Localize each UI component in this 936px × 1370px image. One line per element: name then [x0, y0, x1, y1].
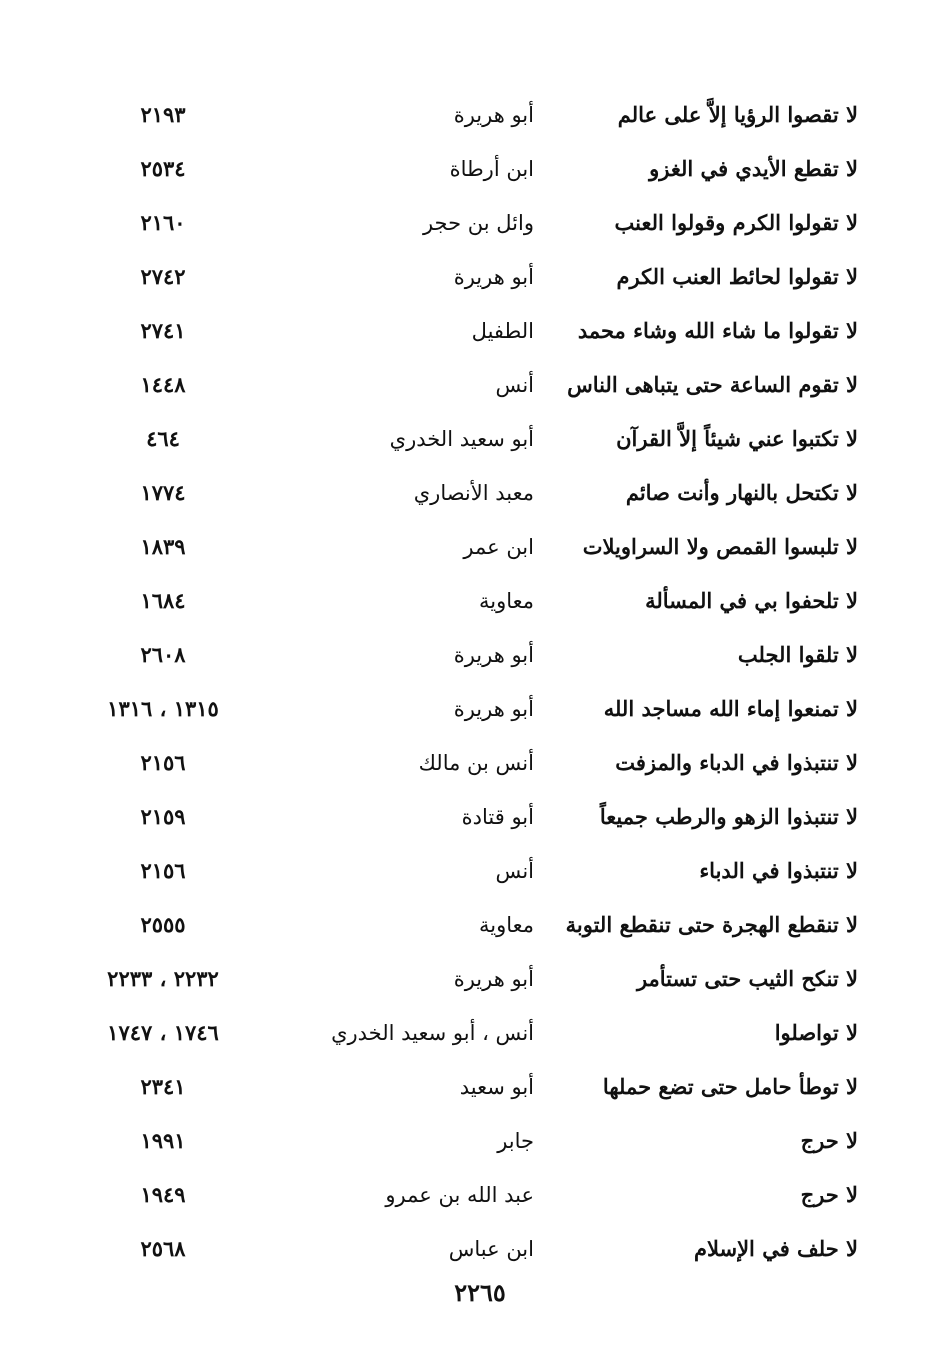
hadith-number: ١٧٧٤ — [140, 480, 186, 505]
narrator-name: أبو هريرة — [453, 643, 534, 667]
narrator-name: أنس — [495, 859, 534, 883]
hadith-number: ٢٥٥٥ — [140, 912, 186, 937]
narrator-name: عبد الله بن عمرو — [385, 1183, 534, 1207]
hadith-text: لا حلف في الإسلام — [693, 1236, 858, 1261]
hadith-text: لا تمنعوا إماء الله مساجد الله — [603, 696, 858, 721]
narrator-name: ابن أرطاة — [449, 157, 534, 181]
index-row — [0, 250, 936, 304]
hadith-number: ٤٦٤ — [146, 426, 180, 451]
narrator-name: أنس بن مالك — [418, 751, 534, 775]
narrator-name: معبد الأنصاري — [413, 481, 534, 505]
narrator-name: أبو هريرة — [453, 265, 534, 289]
hadith-number: ٢٢٣٢ ، ٢٢٣٣ — [107, 966, 219, 991]
narrator-name: وائل بن حجر — [422, 211, 534, 235]
hadith-number: ٢١٥٦ — [140, 750, 186, 775]
hadith-number: ٢٧٤٢ — [140, 264, 186, 289]
index-row — [0, 358, 936, 412]
index-row — [0, 628, 936, 682]
index-row — [0, 1168, 936, 1222]
narrator-name: أبو هريرة — [453, 967, 534, 991]
hadith-text: لا تواصلوا — [774, 1020, 858, 1045]
hadith-number: ٢١٦٠ — [140, 210, 186, 235]
hadith-number: ٢٣٤١ — [140, 1074, 186, 1099]
index-row — [0, 952, 936, 1006]
narrator-name: أبو سعيد — [459, 1075, 534, 1099]
index-row — [0, 412, 936, 466]
hadith-number: ١٩٩١ — [140, 1128, 186, 1153]
hadith-text: لا تقصوا الرؤيا إلاَّ على عالم — [617, 102, 858, 127]
index-row — [0, 466, 936, 520]
index-row — [0, 790, 936, 844]
narrator-name: ابن عباس — [448, 1237, 534, 1261]
narrator-name: معاوية — [478, 589, 534, 613]
hadith-number: ٢١٩٣ — [140, 102, 186, 127]
index-row — [0, 574, 936, 628]
hadith-number: ١٦٨٤ — [140, 588, 186, 613]
hadith-number: ٢١٥٦ — [140, 858, 186, 883]
hadith-number: ١٨٣٩ — [140, 534, 186, 559]
hadith-number: ١٤٤٨ — [140, 372, 186, 397]
hadith-text: لا تنتبذوا الزهو والرطب جميعاً — [599, 804, 858, 829]
page-number: ٢٢٦٥ — [454, 1278, 506, 1307]
narrator-name: جابر — [497, 1129, 534, 1153]
narrator-name: أبو هريرة — [453, 103, 534, 127]
hadith-text: لا تلقوا الجلب — [737, 642, 858, 667]
hadith-text: لا تلبسوا القمص ولا السراويلات — [582, 534, 858, 559]
index-row — [0, 736, 936, 790]
narrator-name: معاوية — [478, 913, 534, 937]
hadith-text: لا تكتحل بالنهار وأنت صائم — [625, 480, 858, 505]
hadith-number: ١٣١٥ ، ١٣١٦ — [107, 696, 219, 721]
hadith-number: ٢٧٤١ — [140, 318, 186, 343]
hadith-number: ٢٥٦٨ — [140, 1236, 186, 1261]
hadith-number: ٢٥٣٤ — [140, 156, 186, 181]
hadith-text: لا تقوم الساعة حتى يتباهى الناس — [567, 372, 858, 397]
hadith-text: لا تقولوا لحائط العنب الكرم — [616, 264, 858, 289]
hadith-number: ٢٦٠٨ — [140, 642, 186, 667]
index-row — [0, 682, 936, 736]
hadith-text: لا تكتبوا عني شيئاً إلاَّ القرآن — [616, 426, 858, 451]
hadith-text: لا تقطع الأيدي في الغزو — [649, 156, 858, 181]
hadith-text: لا تنكح الثيب حتى تستأمر — [636, 966, 858, 991]
narrator-name: أبو هريرة — [453, 697, 534, 721]
narrator-name: أبو قتادة — [461, 805, 534, 829]
hadith-number: ١٧٤٦ ، ١٧٤٧ — [107, 1020, 219, 1045]
hadith-text: لا تقولوا ما شاء الله وشاء محمد — [577, 318, 858, 343]
index-row — [0, 142, 936, 196]
hadith-text: لا توطأ حامل حتى تضع حملها — [602, 1074, 858, 1099]
index-row — [0, 196, 936, 250]
hadith-text: لا تنتبذوا في الدباء — [699, 858, 858, 883]
hadith-text: لا حرج — [800, 1128, 858, 1153]
index-row — [0, 1114, 936, 1168]
index-row — [0, 88, 936, 142]
narrator-name: أبو سعيد الخدري — [389, 427, 534, 451]
narrator-name: الطفيل — [471, 319, 534, 343]
narrator-name: أنس — [495, 373, 534, 397]
narrator-name: أنس ، أبو سعيد الخدري — [331, 1021, 534, 1045]
hadith-text: لا تنقطع الهجرة حتى تنقطع التوبة — [565, 912, 858, 937]
hadith-number: ٢١٥٩ — [140, 804, 186, 829]
index-row — [0, 1060, 936, 1114]
hadith-text: لا تنتبذوا في الدباء والمزفت — [615, 750, 858, 775]
narrator-name: ابن عمر — [463, 535, 534, 559]
hadith-number: ١٩٤٩ — [140, 1182, 186, 1207]
hadith-index-table — [0, 88, 936, 1276]
index-row — [0, 1222, 936, 1276]
hadith-text: لا تقولوا الكرم وقولوا العنب — [614, 210, 858, 235]
hadith-text: لا تلحفوا بي في المسألة — [645, 588, 858, 613]
hadith-text: لا حرج — [800, 1182, 858, 1207]
index-row — [0, 1006, 936, 1060]
index-row — [0, 844, 936, 898]
index-row — [0, 520, 936, 574]
index-row — [0, 304, 936, 358]
index-row — [0, 898, 936, 952]
